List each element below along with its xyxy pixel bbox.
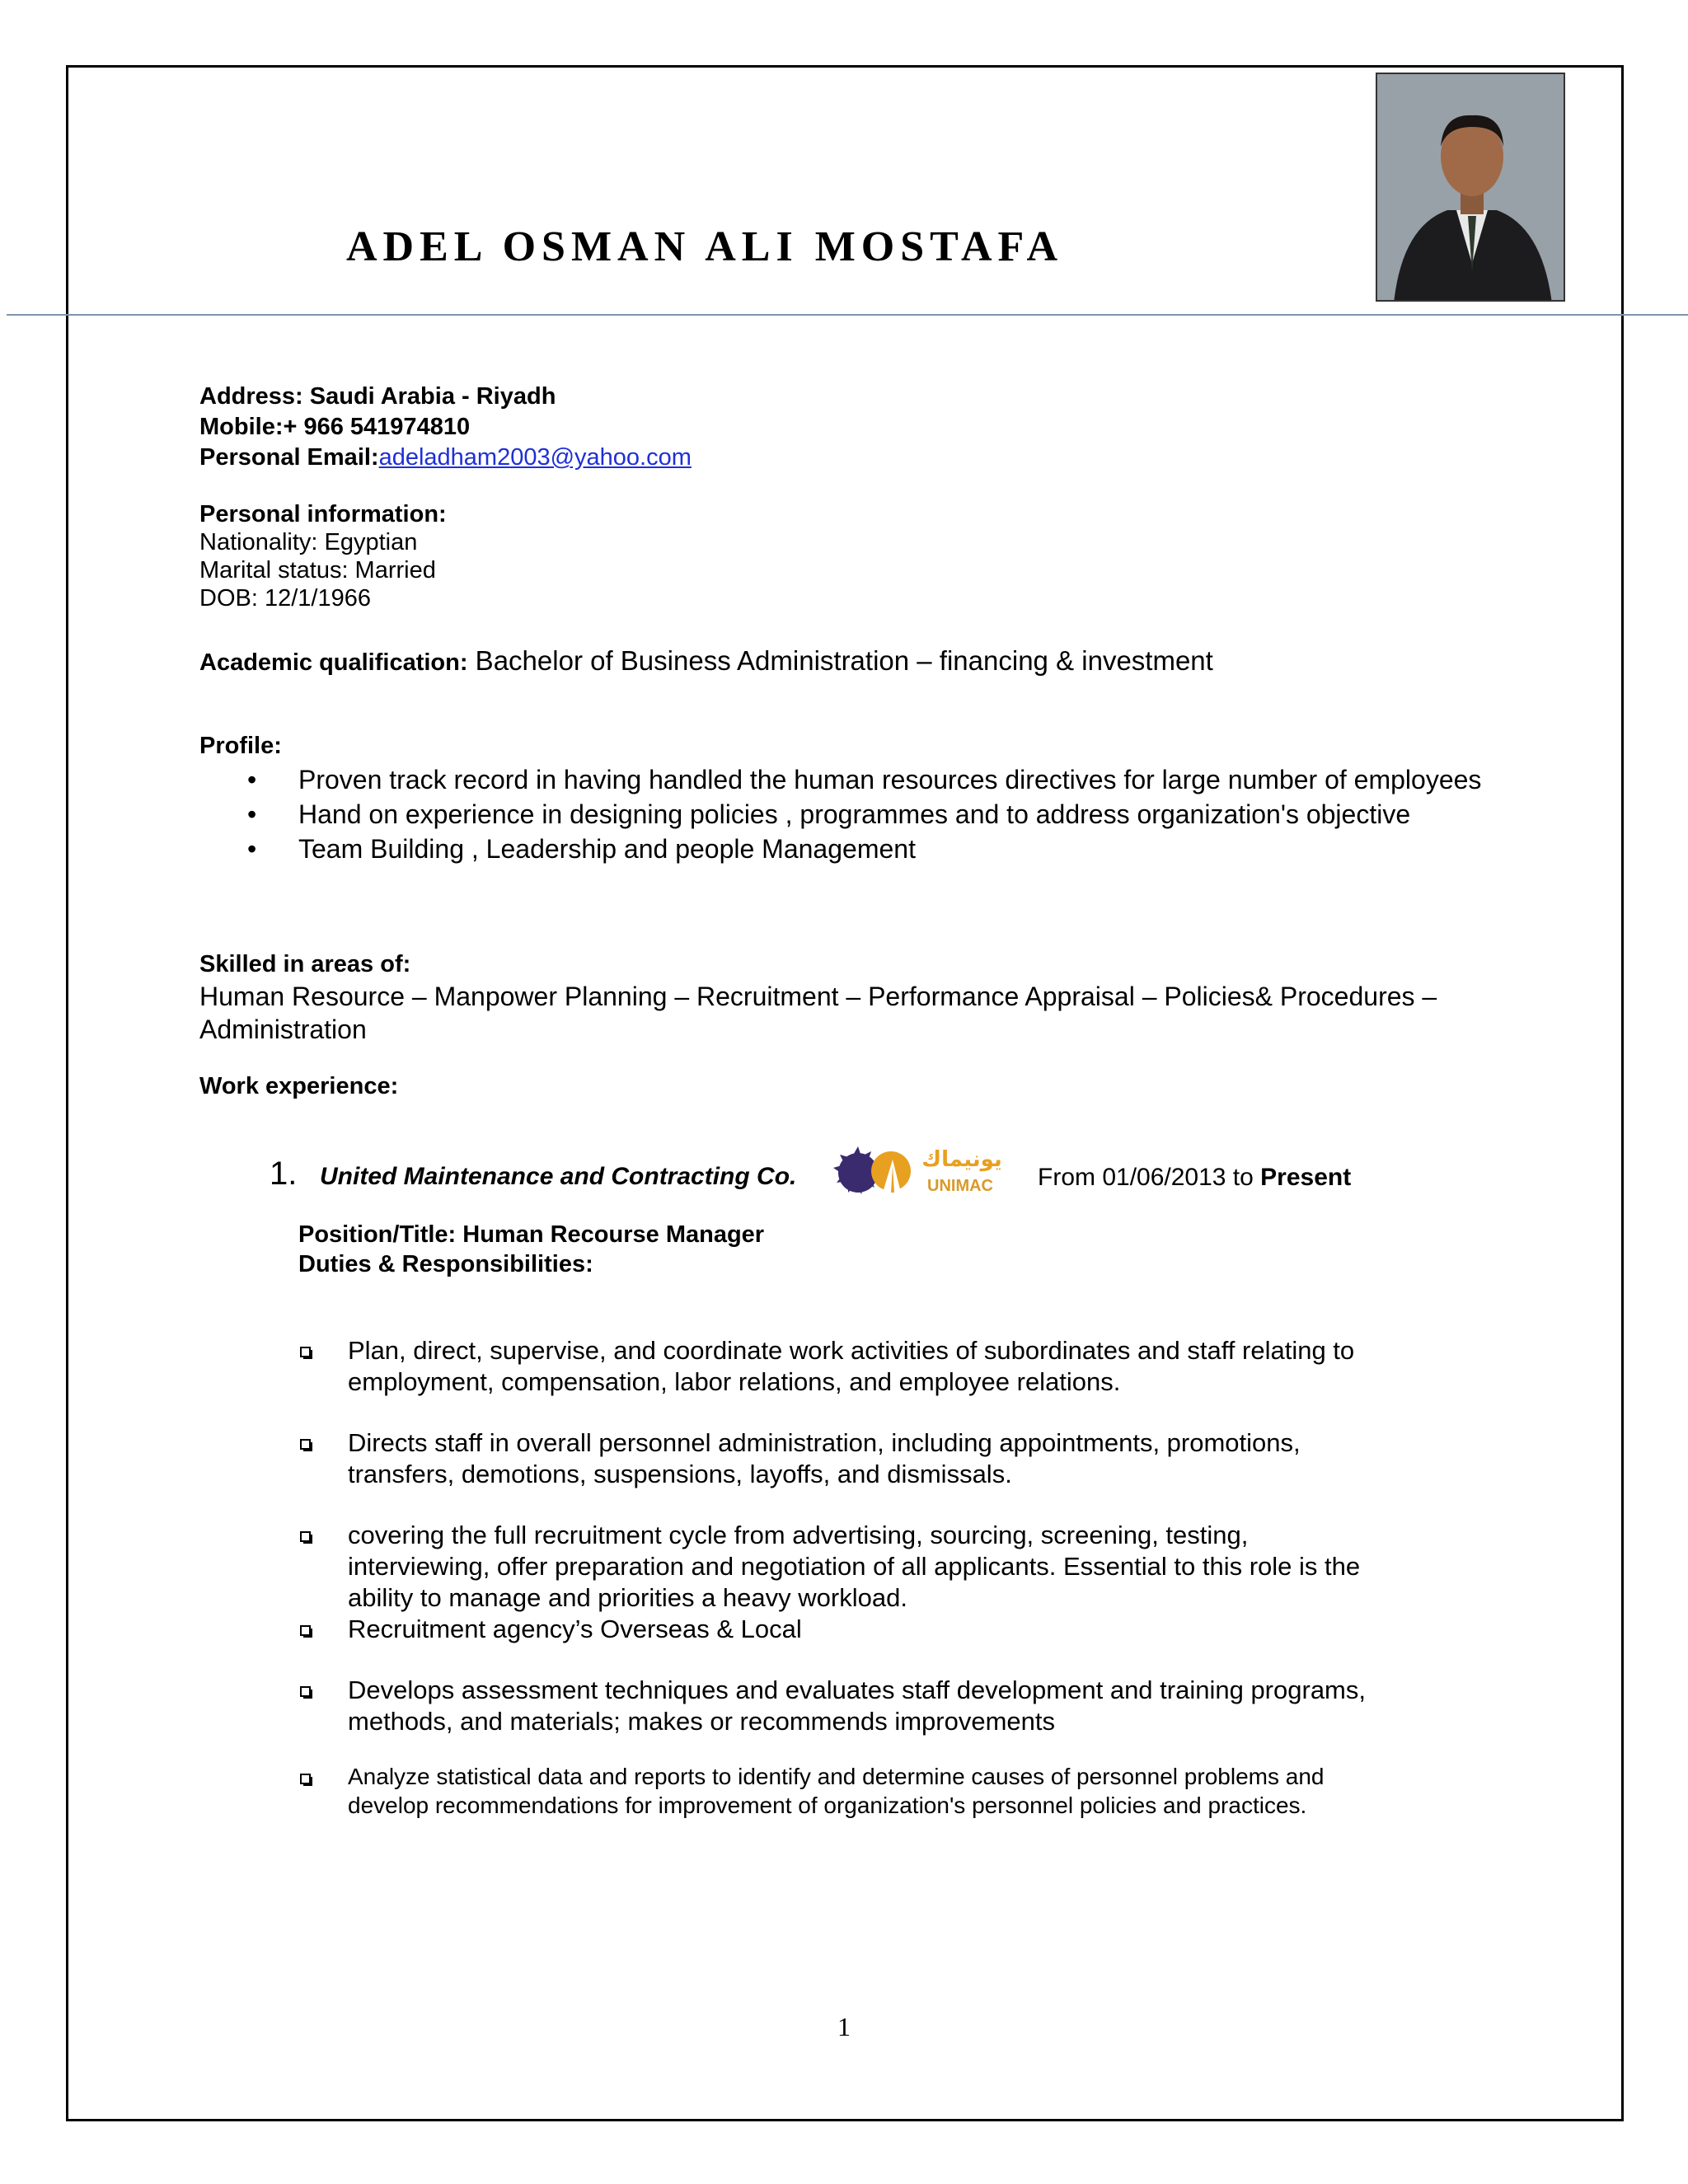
academic-qualification [199,645,1213,677]
logo-latin-text: UNIMAC [927,1177,993,1195]
duty-text: Analyze statistical data and reports to identify and determine causes of personnel problems and develop recommendations for improvement of organization's personnel policies and practices. [348,1764,1325,1818]
checkbox-bullet-icon [300,1686,311,1697]
marital-status-line: Marital status: Married [199,557,436,583]
personal-info-block [199,500,447,612]
duty-text: covering the full recruitment cycle from advertising, sourcing, screening, testing, interviewing, offer preparation and negotiation of all applicants. Essential to this role is the ability to manage and priorities a heavy workload. [348,1521,1361,1612]
profile-item: • Team Building , Leadership and people Management [199,833,1490,865]
employment-dates [1038,1164,1351,1192]
checkbox-bullet-icon [300,1625,311,1636]
profile-photo [1376,73,1565,302]
profile-item: • Proven track record in having handled the human resources directives for large number of employees [199,764,1490,796]
duty-item [298,1335,1395,1398]
job-number: 1. [270,1155,298,1192]
profile-list [199,764,1490,868]
candidate-name: ADEL OSMAN ALI MOSTAFA [345,223,1064,270]
academic-label: Academic qualification: [199,649,468,676]
profile-item: • Hand on experience in designing policies , programmes and to address organization's objective [199,799,1490,831]
email-link[interactable]: adeladham2003@yahoo.com [378,444,692,471]
mobile-line: Mobile:+ 966 541974810 [199,414,471,440]
duty-item [298,1762,1395,1820]
duty-text: Directs staff in overall personnel administration, including appointments, promotions, transfers, demotions, suspensions, layoffs, and dismissals. [348,1428,1301,1488]
header-divider [7,314,1688,316]
profile-heading: Profile: [199,733,282,759]
company-name: United Maintenance and Contracting Co. [320,1163,797,1190]
duties-heading: Duties & Responsibilities: [298,1251,593,1277]
dates-prefix: From 01/06/2013 to [1038,1164,1261,1191]
duty-item [298,1614,1395,1645]
checkbox-bullet-icon [300,1774,311,1784]
skills-heading: Skilled in areas of: [199,951,411,977]
checkbox-bullet-icon [300,1347,311,1357]
duty-item [298,1675,1395,1737]
logo-emblem-icon [833,1146,911,1194]
address-line: Address: Saudi Arabia - Riyadh [199,383,556,410]
contact-block [199,382,692,473]
position-block [298,1220,764,1279]
page-number: 1 [837,2012,851,2041]
duty-text: Develops assessment techniques and evaluates staff development and training programs, methods, and materials; makes or recommends improvements [348,1675,1366,1736]
checkbox-bullet-icon [300,1439,311,1450]
logo-arabic-text: يونيماك [921,1147,1002,1172]
dob-line: DOB: 12/1/1966 [199,585,371,612]
dates-end: Present [1260,1164,1352,1191]
email-line [199,443,692,473]
duty-text: Recruitment agency’s Overseas & Local [348,1615,802,1643]
skills-text: Human Resource – Manpower Planning – Recruitment – Performance Appraisal – Policies& Procedures – Administration [199,982,1437,1044]
duties-list [298,1335,1395,1820]
personal-info-heading: Personal information: [199,501,447,527]
nationality-line: Nationality: Egyptian [199,529,418,555]
work-experience-heading: Work experience: [199,1073,399,1099]
email-label: Personal Email: [199,444,379,471]
duty-item [298,1520,1395,1614]
company-logo [828,1141,1011,1201]
position-title: Position/Title: Human Recourse Manager [298,1221,765,1248]
checkbox-bullet-icon [300,1531,311,1542]
duty-item [298,1427,1395,1490]
academic-value: Bachelor of Business Administration – financing & investment [467,645,1213,676]
duty-text: Plan, direct, supervise, and coordinate work activities of subordinates and staff relating to employment, compensation, labor relations, and employee relations. [348,1336,1355,1396]
